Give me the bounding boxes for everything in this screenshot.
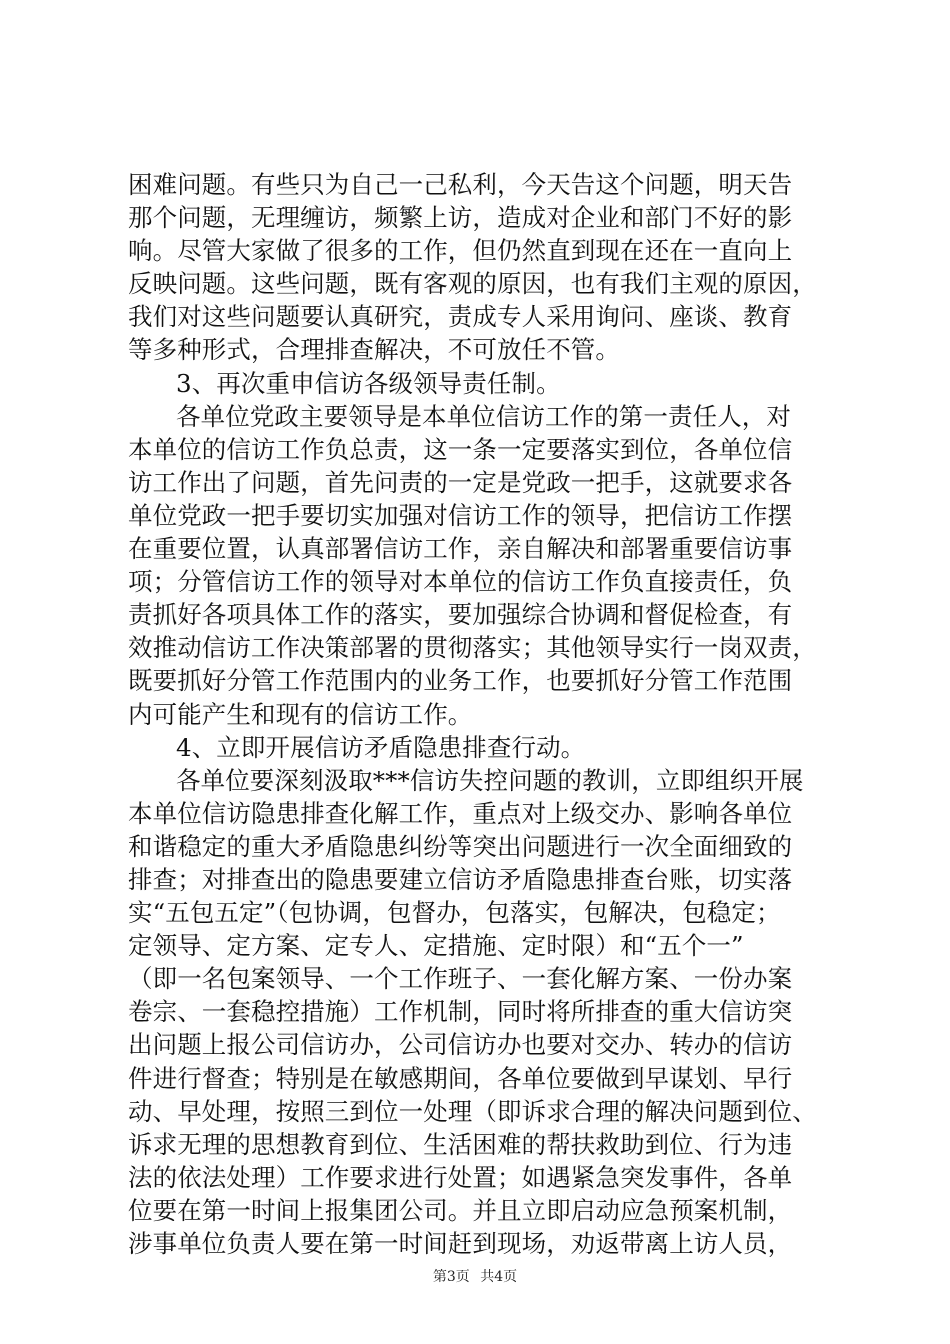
text-line: 访工作出了问题，首先问责的一定是党政一把手，这就要求各 xyxy=(128,467,793,497)
text-line: 那个问题，无理缠访，频繁上访，造成对企业和部门不好的影 xyxy=(128,203,793,233)
text-line: 责抓好各项具体工作的落实，要加强综合协调和督促检查，有 xyxy=(128,600,793,630)
text-line: （即一名包案领导、一个工作班子、一套化解方案、一份办案 xyxy=(128,964,793,994)
page-footer xyxy=(0,1268,950,1286)
text-line: 我们对这些问题要认真研究，责成专人采用询问、座谈、教育 xyxy=(128,302,793,332)
text-line: 等多种形式，合理排查解决，不可放任不管。 xyxy=(128,335,620,365)
text-line: 诉求无理的思想教育到位、生活困难的帮扶救助到位、行为违 xyxy=(128,1129,793,1159)
text-line: 件进行督查；特别是在敏感期间，各单位要做到早谋划、早行 xyxy=(128,1063,793,1093)
text-line: 排查；对排查出的隐患要建立信访矛盾隐患排查台账，切实落 xyxy=(128,864,793,894)
text-line: 涉事单位负责人要在第一时间赶到现场，劝返带离上访人员， xyxy=(128,1229,793,1258)
text-line: 响。尽管大家做了很多的工作，但仍然直到现在还在一直向上 xyxy=(128,236,793,266)
text-line: 在重要位置，认真部署信访工作，亲自解决和部署重要信访事 xyxy=(128,534,793,564)
text-line: 卷宗、一套稳控措施）工作机制，同时将所排查的重大信访突 xyxy=(128,997,793,1027)
text-line: 本单位信访隐患排查化解工作，重点对上级交办、影响各单位 xyxy=(128,798,793,828)
text-line: 反映问题。这些问题，既有客观的原因，也有我们主观的原因， xyxy=(128,269,817,299)
text-line: 困难问题。有些只为自己一己私利，今天告这个问题，明天告 xyxy=(128,170,793,199)
text-line: 实“五包五定”（包协调，包督办，包落实，包解决，包稳定； xyxy=(128,898,781,928)
text-line: 法的依法处理）工作要求进行处置；如遇紧急突发事件，各单 xyxy=(128,1162,793,1192)
text-line: 本单位的信访工作负总责，这一条一定要落实到位，各单位信 xyxy=(128,434,793,464)
text-line: 3、再次重申信访各级领导责任制。 xyxy=(176,368,561,398)
page-total: 共4页 xyxy=(480,1269,518,1285)
text-line: 效推动信访工作决策部署的贯彻落实；其他领导实行一岗双责， xyxy=(128,633,817,663)
text-line: 内可能产生和现有的信访工作。 xyxy=(128,699,473,729)
text-line: 既要抓好分管工作范围内的业务工作，也要抓好分管工作范围 xyxy=(128,666,793,696)
text-line: 动、早处理，按照三到位一处理（即诉求合理的解决问题到位、 xyxy=(128,1096,817,1126)
text-line: 定领导、定方案、定专人、定措施、定时限）和“五个一” xyxy=(128,931,744,961)
text-line: 出问题上报公司信访办，公司信访办也要对交办、转办的信访 xyxy=(128,1030,793,1060)
text-line: 各单位要深刻汲取***信访失控问题的教训，立即组织开展 xyxy=(176,765,804,795)
text-line: 各单位党政主要领导是本单位信访工作的第一责任人，对 xyxy=(176,401,791,431)
text-line: 4、立即开展信访矛盾隐患排查行动。 xyxy=(176,732,586,762)
text-line: 位要在第一时间上报集团公司。并且立即启动应急预案机制， xyxy=(128,1195,793,1225)
page-number: 第3页 xyxy=(432,1269,470,1285)
text-line: 项；分管信访工作的领导对本单位的信访工作负直接责任，负 xyxy=(128,567,793,597)
text-line: 单位党政一把手要切实加强对信访工作的领导，把信访工作摆 xyxy=(128,500,793,530)
text-line: 和谐稳定的重大矛盾隐患纠纷等突出问题进行一次全面细致的 xyxy=(128,831,793,861)
document-body xyxy=(128,168,828,1260)
